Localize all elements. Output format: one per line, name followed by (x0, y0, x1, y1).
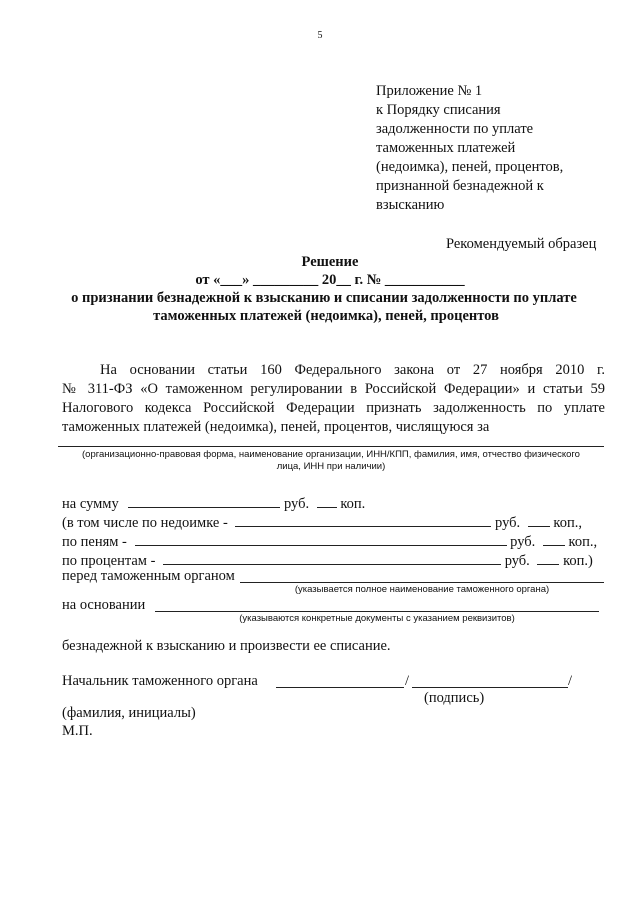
organization-hint (58, 449, 604, 473)
body-line: таможенных платежей (недоимка), пеней, процентов, числящуюся за (62, 419, 490, 435)
arrears-rub-blank[interactable] (235, 513, 491, 527)
appendix-line: к Порядку списания (376, 102, 501, 118)
organization-fill-line[interactable] (58, 446, 604, 447)
penalties-label: по пеням - (62, 534, 127, 550)
conclusion-text: безнадежной к взысканию и произвести ее списание. (62, 638, 391, 654)
title-subject-line: таможенных платежей (недоимка), пеней, процентов (153, 308, 499, 324)
interest-kop-blank[interactable] (537, 551, 559, 565)
head-label: Начальник таможенного органа (62, 673, 258, 689)
signature-slash: / (405, 673, 410, 689)
interest-label: по процентам - (62, 553, 156, 569)
customs-authority-label: перед таможенным органом (62, 568, 235, 584)
penalties-rub-blank[interactable] (135, 532, 507, 546)
organization-hint-line: лица, ИНН при наличии) (276, 461, 386, 472)
appendix-line: задолженности по уплате (376, 121, 534, 137)
body-paragraph (62, 361, 605, 437)
rub-label: руб. (283, 496, 310, 512)
basis-label: на основании (62, 597, 146, 613)
document-title (0, 253, 640, 325)
kop-label: коп., (553, 515, 582, 531)
name-hint: (фамилия, инициалы) (62, 705, 196, 721)
signature-slash: / (568, 673, 573, 689)
total-amount-label: на сумму (62, 496, 119, 512)
appendix-heading (376, 82, 563, 215)
organization-hint-line: (организационно-правовая форма, наименование организации, ИНН/КПП, фамилия, имя, отчество физического (82, 449, 580, 460)
rub-label: руб. (495, 515, 521, 531)
appendix-line: взысканию (376, 197, 445, 213)
arrears-label: (в том числе по недоимке - (62, 515, 228, 531)
customs-authority-hint: (указывается полное наименование таможенного органа) (294, 584, 550, 595)
total-rub-blank[interactable] (128, 494, 280, 508)
sample-label: Рекомендуемый образец (446, 236, 597, 252)
rub-label: руб. (510, 534, 536, 550)
basis-fill-line[interactable] (155, 611, 599, 612)
arrears-kop-blank[interactable] (528, 513, 550, 527)
body-line: Налогового кодекса Российской Федерации признать задолженность по уплате (62, 400, 605, 416)
appendix-line: таможенных платежей (376, 140, 516, 156)
total-amount-row (62, 494, 365, 513)
interest-rub-blank[interactable] (163, 551, 501, 565)
title-date-line: от «___» _________ 20__ г. № ___________ (195, 272, 465, 288)
appendix-line: Приложение № 1 (376, 83, 483, 99)
title-decision: Решение (301, 254, 359, 270)
title-subject-line: о признании безнадежной к взысканию и списании задолженности по уплате (71, 290, 577, 306)
kop-label: коп.) (563, 553, 593, 569)
page-number: 5 (317, 30, 323, 41)
arrears-row (62, 513, 582, 532)
rub-label: руб. (504, 553, 530, 569)
name-fill-line[interactable] (412, 687, 568, 688)
basis-hint: (указываются конкретные документы с указанием реквизитов) (239, 613, 515, 624)
seal-label: М.П. (62, 723, 93, 739)
body-line: № 311-ФЗ «О таможенном регулировании в Российской Федерации» и статьи 59 (62, 381, 605, 397)
kop-label: коп. (340, 496, 366, 512)
body-line: На основании статьи 160 Федерального закона от 27 ноября 2010 г. (100, 362, 605, 378)
signature-fill-line[interactable] (276, 687, 404, 688)
penalties-row (62, 532, 597, 551)
appendix-line: признанной безнадежной к (376, 178, 544, 194)
penalties-kop-blank[interactable] (543, 532, 565, 546)
customs-authority-fill-line[interactable] (240, 582, 604, 583)
signature-hint: (подпись) (424, 690, 485, 706)
appendix-line: (недоимка), пеней, процентов, (376, 159, 564, 175)
kop-label: коп., (568, 534, 598, 550)
total-kop-blank[interactable] (317, 494, 337, 508)
